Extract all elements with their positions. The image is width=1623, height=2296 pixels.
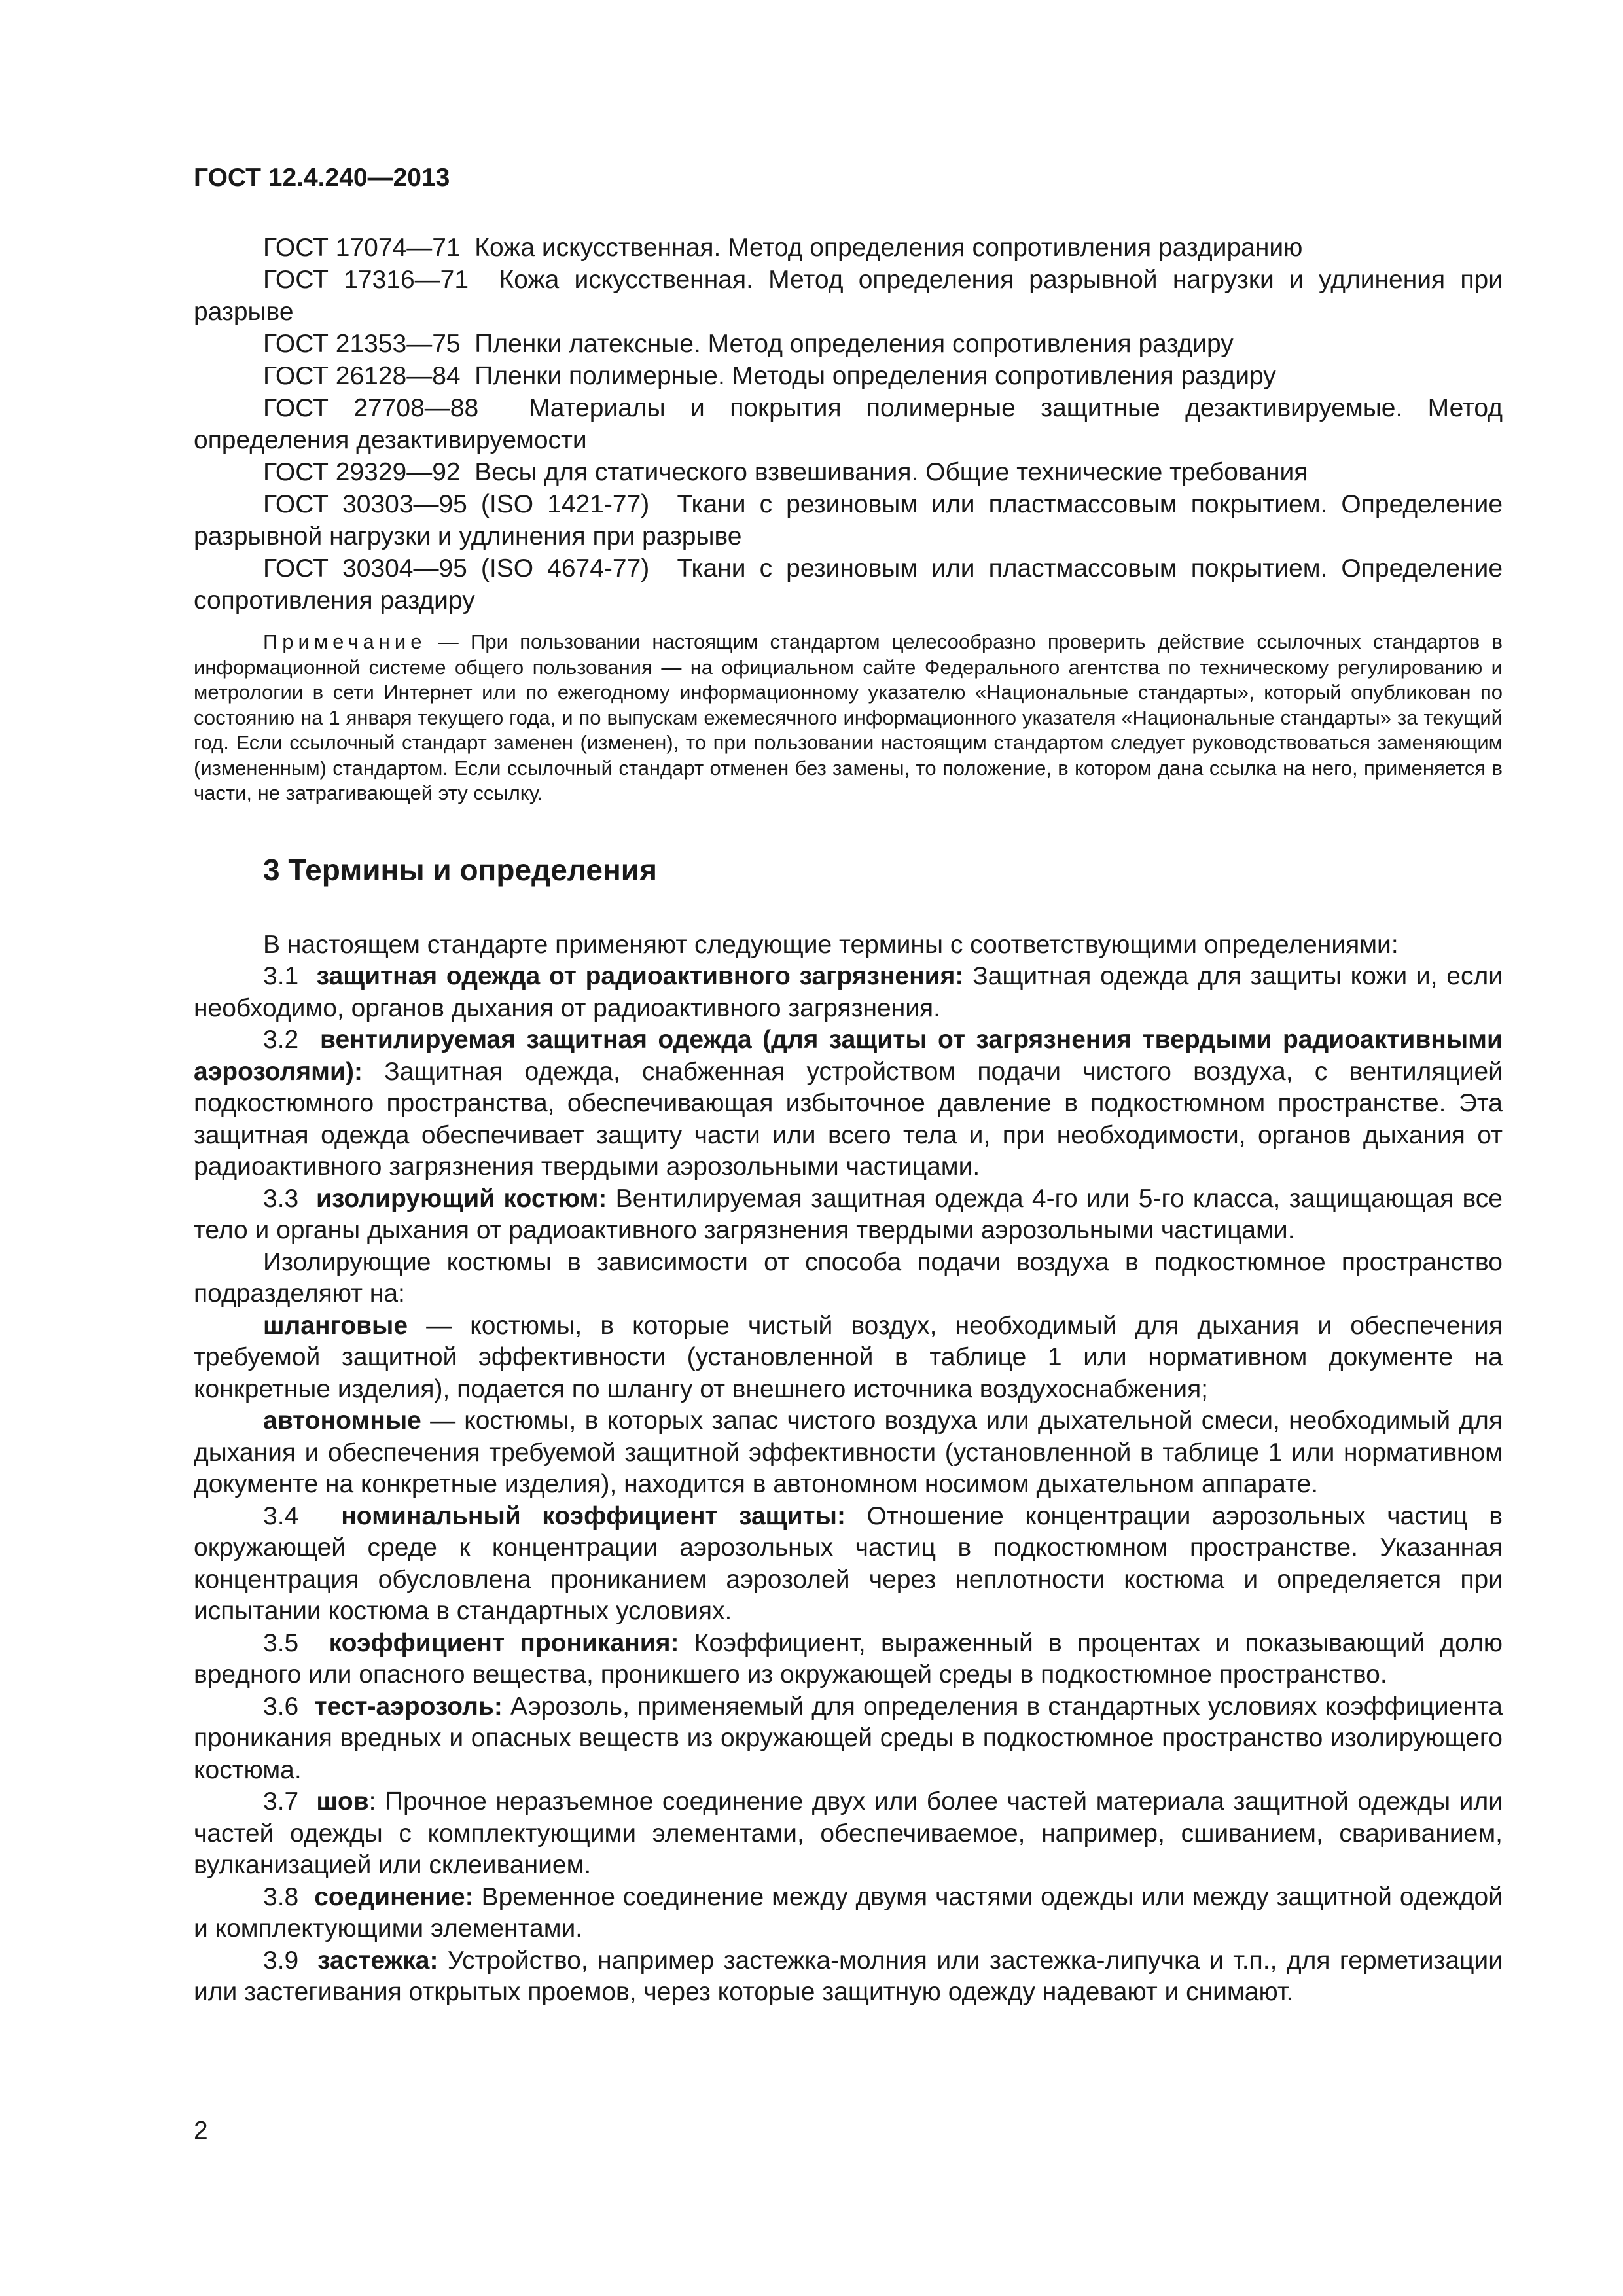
term-definition: Коэффициент, выраженный в процентах и показывающий долю вредного или опасного вещества, проникшего из окружающей среды в подкостюмное пространство. xyxy=(194,1628,1503,1689)
term-paragraph xyxy=(194,1628,1503,1691)
term-name: изолирующий костюм: xyxy=(316,1184,607,1213)
term-paragraph xyxy=(194,1945,1503,2009)
term-name: соединение: xyxy=(314,1882,474,1911)
term-number: 3.1 xyxy=(263,962,299,990)
subtype-paragraph xyxy=(194,1310,1503,1406)
body-paragraph: Изолирующие костюмы в зависимости от способа подачи воздуха в подкостюмное пространство подразделяют на: xyxy=(194,1247,1503,1308)
term-definition: Защитная одежда для защиты кожи и, если необходимо, органов дыхания от радиоактивного загрязнения. xyxy=(194,962,1503,1022)
section-title: 3 Термины и определения xyxy=(263,852,657,887)
reference-item: ГОСТ 30303—95 (ISO 1421-77) Ткани с резиновым или пластмассовым покрытием. Определение разрывной нагрузки и удлинения при разрыве xyxy=(194,490,1503,550)
note-paragraph xyxy=(194,630,1503,806)
term-definition: Защитная одежда, снабженная устройством подачи чистого воздуха, с вентиляцией подкостюмного пространства, обеспечивающая избыточное давление в подкостюмном пространстве. Эта защитная одежда обеспечивает защиту части или всего тела и, при необходимости, органов дыхания от радиоактивного загрязнения твердыми аэрозольными частицами. xyxy=(194,1057,1503,1181)
term-paragraph xyxy=(194,961,1503,1024)
term-name: тест-аэрозоль: xyxy=(314,1692,503,1721)
subtype-name: автономные xyxy=(263,1407,421,1435)
section-intro: В настоящем стандарте применяют следующие термины с соответствующими определениями: xyxy=(263,930,1399,959)
reference-item: ГОСТ 30304—95 (ISO 4674-77) Ткани с резиновым или пластмассовым покрытием. Определение сопротивления раздиру xyxy=(194,554,1503,615)
document-page xyxy=(194,164,1503,2009)
term-name: вентилируемая защитная одежда (для защиты от загрязнения твердыми радиоактивными аэрозолями): xyxy=(194,1026,1503,1086)
normative-references-list xyxy=(194,232,1503,617)
term-number: 3.5 xyxy=(263,1628,299,1657)
page-number: 2 xyxy=(194,2117,208,2145)
subtype-definition: — костюмы, в которые чистый воздух, необходимый для дыхания и обеспечения требуемой защитной эффективности (установленной в таблице 1 или нормативном документе на конкретные изделия), подается по шлангу от внешнего источника воздухоснабжения; xyxy=(194,1311,1503,1403)
reference-item: ГОСТ 29329—92 Весы для статического взвешивания. Общие технические требования xyxy=(263,458,1308,486)
term-number: 3.3 xyxy=(263,1184,299,1213)
term-definition: Отношение концентрации аэрозольных частиц в окружающей среде к концентрации аэрозольных частиц в подкостюмном пространстве. Указанная концентрация обусловлена прониканием аэрозолей через неплотности костюма и определяется при испытании костюма в стандартных условиях. xyxy=(194,1501,1503,1625)
subtype-paragraph xyxy=(194,1405,1503,1501)
note-text: — При пользовании настоящим стандартом целесообразно проверить действие ссылочных стандартов в информационной системе общего пользования — на официальном сайте Федерального агентства по техническому регулированию и метрологии в сети Интернет или по ежегодному информационному указателю «Национальные стандарты», который опубликован по состоянию на 1 января текущего года, и по выпускам ежемесячного информационного указателя «Национальные стандарты» за текущий год. Если ссылочный стандарт заменен (изменен), то при пользовании настоящим стандартом следует руководствоваться заменяющим (измененным) стандартом. Если ссылочный стандарт отменен без замены, то положение, в котором дана ссылка на него, применяется в части, не затрагивающей эту ссылку. xyxy=(194,630,1503,804)
term-definition: : Прочное неразъемное соединение двух или более частей материала защитной одежды или частей одежды с комплектующими элементами, обеспечиваемое, например, сшиванием, свариванием, вулканизацией или склеиванием. xyxy=(194,1787,1503,1879)
document-code-header: ГОСТ 12.4.240—2013 xyxy=(194,164,450,192)
reference-item: ГОСТ 21353—75 Пленки латексные. Метод определения сопротивления раздиру xyxy=(263,330,1234,358)
term-name: застежка: xyxy=(317,1946,438,1975)
subtype-definition: — костюмы, в которых запас чистого воздуха или дыхательной смеси, необходимый для дыхания и обеспечения требуемой защитной эффективности (установленной в таблице 1 или нормативном документе на конкретные изделия), находится в автономном носимом дыхательном аппарате. xyxy=(194,1407,1503,1498)
subtype-name: шланговые xyxy=(263,1311,408,1340)
term-number: 3.6 xyxy=(263,1692,299,1721)
note-label: Примечание xyxy=(263,630,427,653)
term-name: шов xyxy=(316,1787,369,1816)
term-number: 3.2 xyxy=(263,1026,299,1054)
term-name: коэффициент проникания: xyxy=(329,1628,679,1657)
term-paragraph xyxy=(194,1183,1503,1247)
term-paragraph xyxy=(194,1691,1503,1787)
term-definition: Вентилируемая защитная одежда 4-го или 5-го класса, защищающая все тело и органы дыхания от радиоактивного загрязнения твердыми аэрозольными частицами. xyxy=(194,1184,1503,1244)
term-paragraph xyxy=(194,1501,1503,1628)
terms-list xyxy=(194,929,1503,2009)
term-paragraph xyxy=(194,1024,1503,1183)
term-definition: Аэрозоль, применяемый для определения в стандартных условиях коэффициента проникания вредных и опасных веществ из окружающей среды в подкостюмное пространство изолирующего костюма. xyxy=(194,1692,1503,1784)
term-definition: Временное соединение между двумя частями одежды или между защитной одеждой и комплектующими элементами. xyxy=(194,1882,1503,1943)
reference-item: ГОСТ 27708—88 Материалы и покрытия полимерные защитные дезактивируемые. Метод определения дезактивируемости xyxy=(194,394,1503,454)
term-paragraph xyxy=(194,1882,1503,1945)
term-number: 3.4 xyxy=(263,1501,299,1530)
term-number: 3.8 xyxy=(263,1882,299,1911)
term-number: 3.9 xyxy=(263,1946,299,1975)
term-definition: Устройство, например застежка-молния или застежка-липучка и т.п., для герметизации или застегивания открытых проемов, через которые защитную одежду надевают и снимают. xyxy=(194,1946,1503,2006)
reference-item: ГОСТ 26128—84 Пленки полимерные. Методы определения сопротивления раздиру xyxy=(263,362,1276,390)
term-paragraph xyxy=(194,1786,1503,1882)
reference-item: ГОСТ 17316—71 Кожа искусственная. Метод определения разрывной нагрузки и удлинения при разрыве xyxy=(194,266,1503,326)
term-number: 3.7 xyxy=(263,1787,299,1816)
reference-item: ГОСТ 17074—71 Кожа искусственная. Метод определения сопротивления раздиранию xyxy=(263,234,1303,262)
term-name: защитная одежда от радиоактивного загрязнения: xyxy=(316,962,964,990)
term-name: номинальный коэффициент защиты: xyxy=(341,1501,846,1530)
